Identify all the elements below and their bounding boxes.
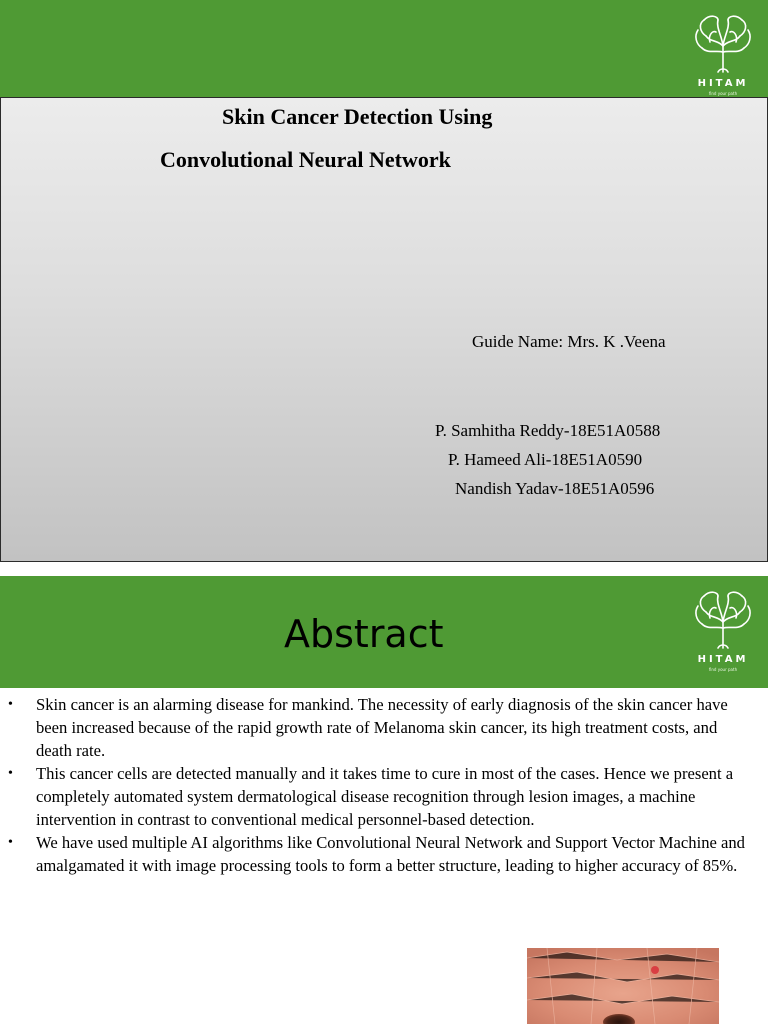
bullet-icon: • xyxy=(8,697,13,712)
list-item xyxy=(0,693,768,762)
hitam-logo xyxy=(688,588,758,672)
tree-brain-icon xyxy=(688,12,758,74)
bullet-text: We have used multiple AI algorithms like Convolutional Neural Network and Support Vector Machine and amalgamated it with image processing tools to form a better structure, leading to higher accuracy of 85%. xyxy=(36,833,745,875)
title-line-2: Convolutional Neural Network xyxy=(160,147,451,172)
list-item xyxy=(0,831,768,877)
skin-lesion-photo xyxy=(527,948,719,1024)
guide-name: Guide Name: Mrs. K .Veena xyxy=(472,332,666,351)
bullet-text: This cancer cells are detected manually and it takes time to cure in most of the cases. Hence we present a completely automated system dermatological disease recognition through lesion images, a machine intervention in contrast to conventional medical personnel-based detection. xyxy=(36,764,734,829)
slide-separator xyxy=(0,562,768,576)
slide-title: Abstract xyxy=(284,612,444,656)
team-member: P. Hameed Ali-18E51A0590 xyxy=(448,450,643,469)
logo-tagline: find your path xyxy=(708,667,738,672)
abstract-bullet-list xyxy=(0,693,768,877)
logo-tagline: find your path xyxy=(708,91,738,96)
team-member: P. Samhitha Reddy-18E51A0588 xyxy=(435,421,661,440)
tree-brain-icon xyxy=(688,588,758,650)
bullet-icon: • xyxy=(8,766,13,781)
title-line-1: Skin Cancer Detection Using xyxy=(222,104,493,129)
slide-header-bar xyxy=(0,0,768,98)
bullet-text: Skin cancer is an alarming disease for mankind. The necessity of early diagnosis of the skin cancer have been increased because of the rapid growth rate of Melanoma skin cancer, its high treatment costs, and death rate. xyxy=(36,695,728,760)
logo-name: HITAM xyxy=(697,78,749,89)
list-item xyxy=(0,762,768,831)
hitam-logo xyxy=(688,12,758,96)
bullet-icon: • xyxy=(8,835,13,850)
logo-name: HITAM xyxy=(697,654,749,665)
skin-lesion-image xyxy=(527,948,719,1024)
team-member: Nandish Yadav-18E51A0596 xyxy=(455,479,655,498)
